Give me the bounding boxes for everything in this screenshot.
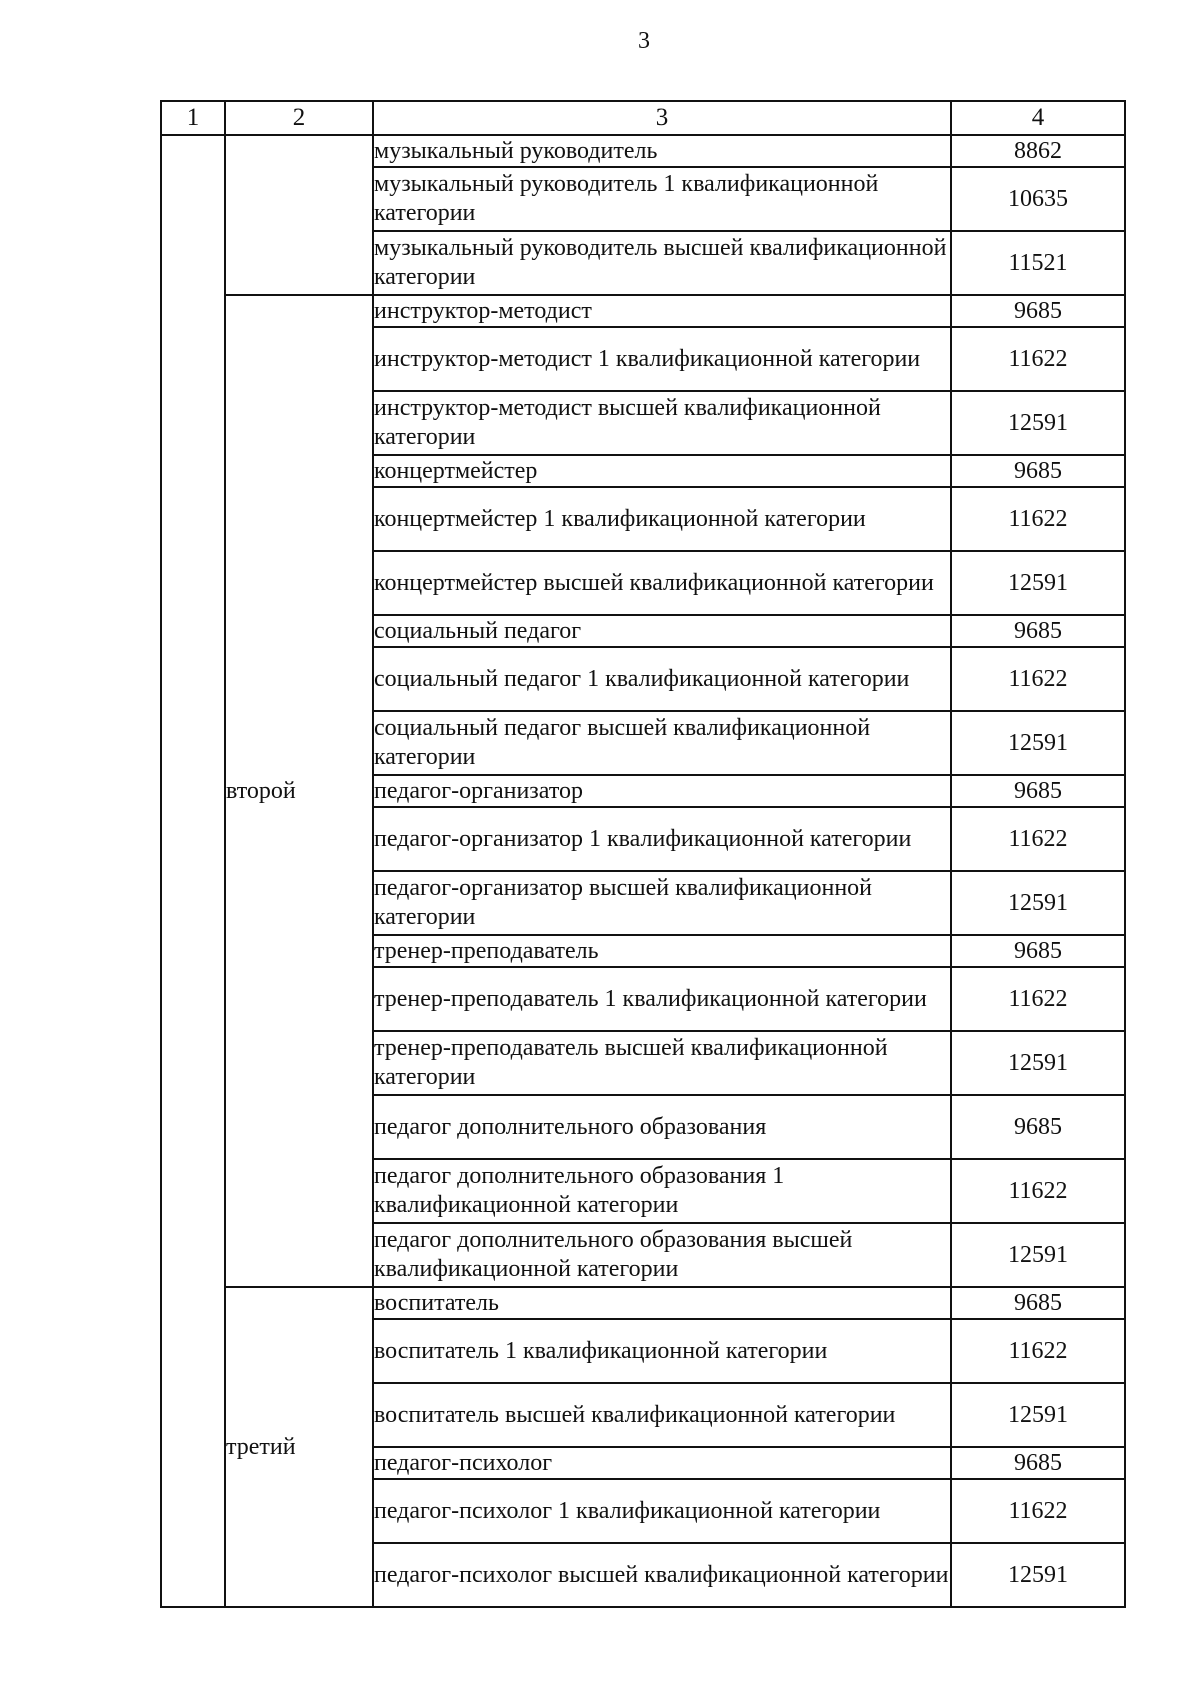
salary-value: 9685 xyxy=(951,1287,1125,1319)
column-header-3: 3 xyxy=(373,101,951,135)
position-name: тренер-преподаватель xyxy=(373,935,951,967)
position-name: педагог-психолог 1 квалификационной категории xyxy=(373,1479,951,1543)
salary-value: 9685 xyxy=(951,615,1125,647)
position-name: инструктор-методист высшей квалификационной категории xyxy=(373,391,951,455)
position-name: педагог-организатор xyxy=(373,775,951,807)
position-name: музыкальный руководитель 1 квалификационной категории xyxy=(373,167,951,231)
column-header-2: 2 xyxy=(225,101,373,135)
salary-value: 11622 xyxy=(951,487,1125,551)
position-name: концертмейстер xyxy=(373,455,951,487)
position-name: тренер-преподаватель 1 квалификационной категории xyxy=(373,967,951,1031)
salary-value: 12591 xyxy=(951,1031,1125,1095)
salary-value: 11622 xyxy=(951,807,1125,871)
salary-value: 11622 xyxy=(951,647,1125,711)
position-name: инструктор-методист 1 квалификационной категории xyxy=(373,327,951,391)
position-name: музыкальный руководитель xyxy=(373,135,951,167)
salary-value: 9685 xyxy=(951,1095,1125,1159)
position-name: педагог-организатор высшей квалификационной категории xyxy=(373,871,951,935)
salary-table xyxy=(160,100,1126,1608)
salary-value: 9685 xyxy=(951,295,1125,327)
salary-value: 12591 xyxy=(951,1543,1125,1607)
position-name: концертмейстер 1 квалификационной категории xyxy=(373,487,951,551)
table-row xyxy=(161,295,1125,327)
salary-value: 9685 xyxy=(951,775,1125,807)
table-row xyxy=(161,1287,1125,1319)
position-name: воспитатель 1 квалификационной категории xyxy=(373,1319,951,1383)
position-name: педагог-организатор 1 квалификационной категории xyxy=(373,807,951,871)
salary-value: 12591 xyxy=(951,871,1125,935)
salary-value: 8862 xyxy=(951,135,1125,167)
position-name: социальный педагог высшей квалификационной категории xyxy=(373,711,951,775)
position-name: концертмейстер высшей квалификационной категории xyxy=(373,551,951,615)
position-name: тренер-преподаватель высшей квалификационной категории xyxy=(373,1031,951,1095)
position-name: педагог-психолог xyxy=(373,1447,951,1479)
group-label: второй xyxy=(225,295,373,1287)
position-name: инструктор-методист xyxy=(373,295,951,327)
salary-value: 10635 xyxy=(951,167,1125,231)
position-name: социальный педагог xyxy=(373,615,951,647)
position-name: педагог дополнительного образования 1 квалификационной категории xyxy=(373,1159,951,1223)
page-number: 3 xyxy=(638,28,650,54)
position-name: воспитатель xyxy=(373,1287,951,1319)
position-name: педагог дополнительного образования xyxy=(373,1095,951,1159)
position-name: социальный педагог 1 квалификационной категории xyxy=(373,647,951,711)
salary-value: 11622 xyxy=(951,967,1125,1031)
position-name: педагог-психолог высшей квалификационной категории xyxy=(373,1543,951,1607)
salary-value: 12591 xyxy=(951,711,1125,775)
salary-value: 9685 xyxy=(951,1447,1125,1479)
salary-value: 11622 xyxy=(951,1159,1125,1223)
position-name: педагог дополнительного образования высшей квалификационной категории xyxy=(373,1223,951,1287)
table-body xyxy=(161,135,1125,1607)
position-name: воспитатель высшей квалификационной категории xyxy=(373,1383,951,1447)
column-header-1: 1 xyxy=(161,101,225,135)
salary-value: 11521 xyxy=(951,231,1125,295)
table-header-row xyxy=(161,101,1125,135)
group-label: третий xyxy=(225,1287,373,1607)
salary-value: 11622 xyxy=(951,1319,1125,1383)
position-name: музыкальный руководитель высшей квалификационной категории xyxy=(373,231,951,295)
salary-value: 12591 xyxy=(951,1383,1125,1447)
table-row xyxy=(161,135,1125,167)
salary-value: 9685 xyxy=(951,935,1125,967)
salary-value: 12591 xyxy=(951,551,1125,615)
salary-value: 12591 xyxy=(951,391,1125,455)
salary-value: 12591 xyxy=(951,1223,1125,1287)
salary-value: 11622 xyxy=(951,1479,1125,1543)
group-label xyxy=(225,135,373,295)
column-header-4: 4 xyxy=(951,101,1125,135)
salary-value: 9685 xyxy=(951,455,1125,487)
column-1-cell xyxy=(161,135,225,1607)
salary-value: 11622 xyxy=(951,327,1125,391)
